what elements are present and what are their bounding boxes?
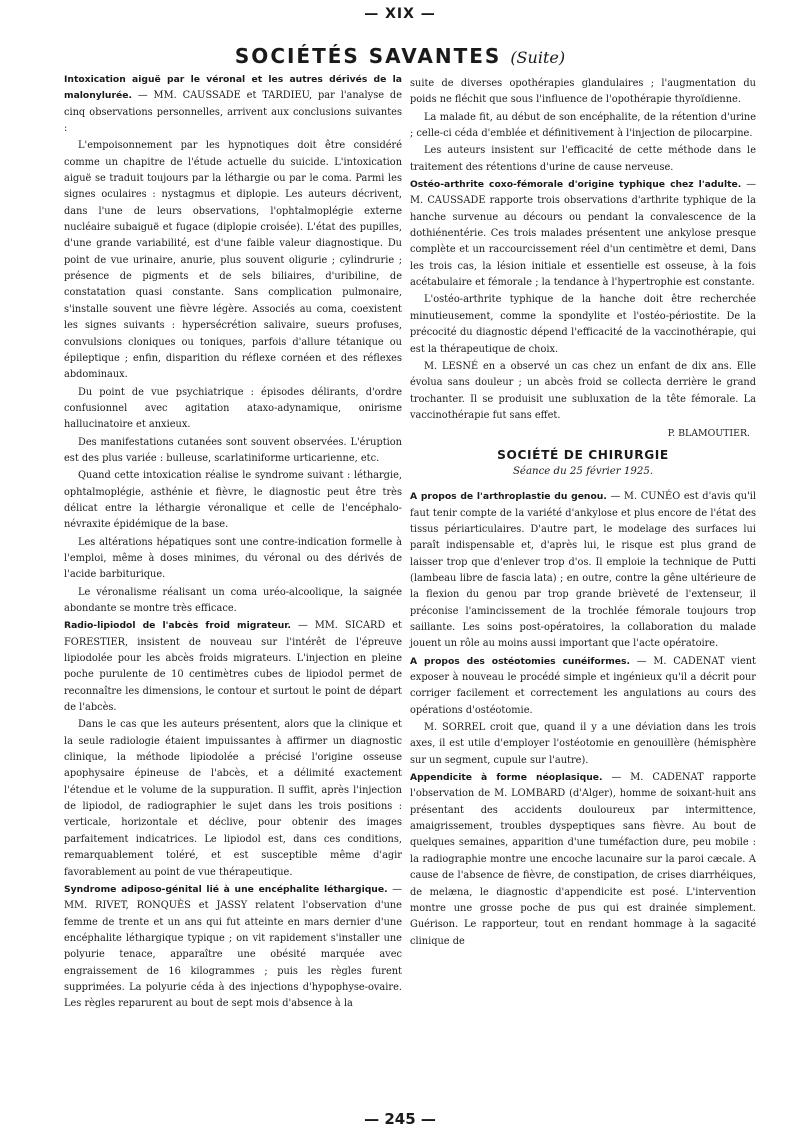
paragraph <box>64 535 402 584</box>
paragraph <box>64 882 402 1013</box>
paragraph <box>410 654 756 719</box>
seance-date: Séance du 25 février 1925. <box>512 465 654 477</box>
paragraph-text: — MM. RIVET, RONQUÈS et JASSY relatent l'observation d'une femme de trente et un ans qui fut atteinte en mars dernier d'une encéphalite léthargique typique ; on vit rapidement s'installer une polyurie tenace, apparaître une obésité marquée avec engraissement de 16 kilogrammes ; puis les règles furent supprimées. La polyurie céda à des injections d'hypophyse-ovaire. Les règles reparurent au bout de sept mois d'absence à la <box>64 883 402 1010</box>
folio-page-number: — 245 — <box>364 1110 436 1128</box>
paragraph <box>64 138 402 383</box>
paragraph-text: Des manifestations cutanées sont souvent observées. L'éruption est des plus variée : bulleuse, scarlatiniforme urticarienne, etc. <box>64 436 402 464</box>
section-title-suite: (Suite) <box>510 48 566 67</box>
paragraph-text: — MM. CAUSSADE et TARDIEU, par l'analyse de cinq observations personnelles, arrivent aux conclusions suivantes : <box>64 90 402 135</box>
paragraph-heading: Radio-lipiodol de l'abcès froid migrateur. <box>64 620 291 632</box>
paragraph-heading: A propos des ostéotomies cunéiformes. <box>410 655 630 667</box>
paragraph-text: — M. CADENAT rapporte l'observation de M. LOMBARD (d'Alger), homme de soixant-huit ans présentant des accidents douloureux par intermittence, amaigrissement, troubles dyspeptiques sans fièvre. Au bout de quelques semaines, apparition d'une tuméfaction dure, peu mobile : la radiographie montre une encoche lacunaire sur la paroi cæcale. A cause de l'absence de fièvre, de constipation, de crises diarrhéiques, de melæna, le diagnostic d'appendicite est posé. L'intervention montre une grosse poche de pus qui est drainée simplement. Guérison. Le rapporteur, tout en rendant hommage à la sagacité clinique de <box>410 772 756 947</box>
section-title <box>0 44 800 68</box>
paragraph <box>410 720 756 769</box>
paragraph-text: Du point de vue psychiatrique : épisodes délirants, d'ordre confusionnel avec agitation ataxo-adynamique, onirisme hallucinatoire et anxieux. <box>64 386 402 431</box>
paragraph <box>410 770 756 950</box>
paragraph-text: — M. CADENAT vient exposer à nouveau le procédé simple et ingénieux qu'il a décrit pour corriger facilement et correctement les angulations au cours des opérations d'ostéotomie. <box>410 655 756 716</box>
paragraph <box>410 143 756 176</box>
paragraph-text: Quand cette intoxication réalise le syndrome suivant : léthargie, ophtalmoplégie, asthénie et fièvre, le diagnostic peut être très délicat entre la léthargie véronalique et celle de l'encéphalo-névraxite épidémique de la base. <box>64 470 402 531</box>
paragraph <box>410 177 756 291</box>
paragraph-heading: Appendicite à forme néoplasique. <box>410 772 603 784</box>
paragraph-text: La malade fit, au début de son encéphalite, de la rétention d'urine ; celle-ci céda d'emblée et définitivement à l'injection de pilocarpine. <box>410 111 756 140</box>
right-column-bottom <box>410 489 756 950</box>
paragraph-heading: A propos de l'arthroplastie du genou. <box>410 491 607 503</box>
paragraph <box>64 72 402 137</box>
paragraph-text: Le véronalisme réalisant un coma uréo-alcoolique, la saignée abondante se montre très efficace. <box>64 586 402 614</box>
paragraph-text: M. LESNÉ en a observé un cas chez un enfant de dix ans. Elle évolua sans douleur ; un abcès froid se collecta derrière le grand trochanter. Il se produisit une subluxation de la tête fémorale. La vaccinothérapie fut sans effet. <box>410 360 756 421</box>
paragraph <box>64 618 402 716</box>
right-column <box>410 76 756 951</box>
section-title-text: SOCIÉTÉS SAVANTES <box>234 44 502 68</box>
paragraph-text: L'empoisonnement par les hypnotiques doit être considéré comme un chapitre de l'étude actuelle du suicide. L'intoxication aiguë se traduit toujours par la léthargie ou par le coma. Parmi les signes oculaires : nystagmus et diplopie. Les auteurs décrivent, dans l'une de leurs observations, l'ophtalmoplégie externe nucléaire subaiguë et fugace (diplopie croisée). L'état des pupilles, d'une grande variabilité, est d'une faible valeur diagnostique. Du point de vue urinaire, anurie, plus souvent oligurie ; cylindrurie ; présence de pigments et de sels biliaires, d'uribiline, de constatation quasi constante. Sans complication pulmonaire, s'installe souvent une fièvre légère. Associés au coma, coexistent les signes suivants : hypersécrétion salivaire, sueurs profuses, convulsions cloniques ou toniques, parfois d'allure tétanique ou épileptique ; enfin, disparition du réflexe cornéen et des réflexes abdominaux. <box>64 140 402 381</box>
paragraph-text: Dans le cas que les auteurs présentent, alors que la clinique et la seule radiologie étaient impuissantes à affirmer un diagnostic clinique, la méthode lipiodolée a précisé l'origine osseuse apophysaire épineuse de l'abcès, et a délimité exactement l'étendue et le volume de la suppuration. Il suffit, après l'injection de lipiodol, de radiographier le sujet dans les trois positions : verticale, horizontale et déclive, pour obtenir des images parfaitement indicatrices. Le lipiodol est, dans ces conditions, remarquablement toléré, et est susceptible même d'agir favorablement au point de vue thérapeutique. <box>64 719 402 878</box>
paragraph <box>410 110 756 143</box>
paragraph <box>64 585 402 618</box>
paragraph-text: suite de diverses opothérapies glandulaires ; l'augmentation du poids ne fléchit que sous l'influence de l'opothérapie thyroïdienne. <box>410 78 756 106</box>
paragraph <box>64 435 402 468</box>
paragraph <box>64 468 402 533</box>
paragraph-text: M. SORREL croit que, quand il y a une déviation dans les trois axes, il est utile d'employer l'ostéotomie en genouillère (hémisphère sur un segment, cupule sur l'autre). <box>410 722 756 766</box>
paragraph-text: L'ostéo-arthrite typhique de la hanche doit être recherchée minutieusement, comme la spondylite et l'ostéo-périostite. De la précocité du diagnostic dépend l'efficacité de la vaccinothérapie, qui est la thérapeutique de choix. <box>410 294 756 355</box>
paragraph-text: Les altérations hépatiques sont une contre-indication formelle à l'emploi, même à doses minimes, du véronal ou des dérivés de l'acide barbiturique. <box>64 536 402 581</box>
paragraph-text: — MM. SICARD et FORESTIER, insistent de nouveau sur l'intérêt de l'épreuve lipiodolée pour les abcès froids migrateurs. L'injection en pleine poche purulente de 10 centimètres cubes de lipiodol permet de reconnaître les dimensions, le contour et surtout le point de départ de l'abcès. <box>64 620 402 714</box>
paragraph <box>410 292 756 357</box>
paragraph <box>410 489 756 652</box>
right-column-top <box>410 76 756 424</box>
paragraph <box>64 717 402 880</box>
signature: P. BLAMOUTIER. <box>667 428 750 440</box>
paragraph-text: — M. CAUSSADE rapporte trois observations d'arthrite typhique de la hanche survenue au décours ou pendant la convalescence de la dothiénentérie. Ces trois malades présentent une ankylose presque complète et un raccourcissement réel d'un centimètre et demi, Dans les trois cas, la lésion initiale et essentielle est osseuse, à la fois acétabulaire et fémorale ; la tendance à l'hypertrophie est constante. <box>410 179 756 289</box>
paragraph <box>410 359 756 424</box>
roman-page-number: — XIX — <box>364 6 436 22</box>
paragraph-heading: Ostéo-arthrite coxo-fémorale d'origine typhique chez l'adulte. <box>410 179 742 191</box>
subsection-title: SOCIÉTÉ DE CHIRURGIE <box>497 447 669 462</box>
paragraph <box>410 76 756 109</box>
paragraph-text: — M. CUNÉO est d'avis qu'il faut tenir compte de la variété d'ankylose et plus encore de l'état des tissus périarticulaires. D'autre part, le modelage des surfaces lui paraît indispensable et, d'après lui, le risque est plus grand de laisser trop que d'enlever trop d'os. Il emploie la technique de Putti (lambeau libre de fascia lata) ; en outre, contre la gêne ultérieure de la flexion du genou par trop grande brièveté de l'extenseur, il préconise l'amincissement de la trochlée fémorale toujours trop saillante. Les soins post-opératoires, la collaboration du malade jouent un rôle au moins aussi important que l'acte opératoire. <box>410 491 756 650</box>
paragraph <box>64 385 402 434</box>
paragraph-text: Les auteurs insistent sur l'efficacité de cette méthode dans le traitement des rétentions d'urine de cause nerveuse. <box>410 145 756 173</box>
left-column <box>64 72 402 1014</box>
paragraph-heading: Intoxication aiguë par le véronal et les autres dérivés de la malonylurée. <box>64 74 402 102</box>
paragraph-heading: Syndrome adiposo-génital lié à une encéphalite léthargique. <box>64 883 388 895</box>
